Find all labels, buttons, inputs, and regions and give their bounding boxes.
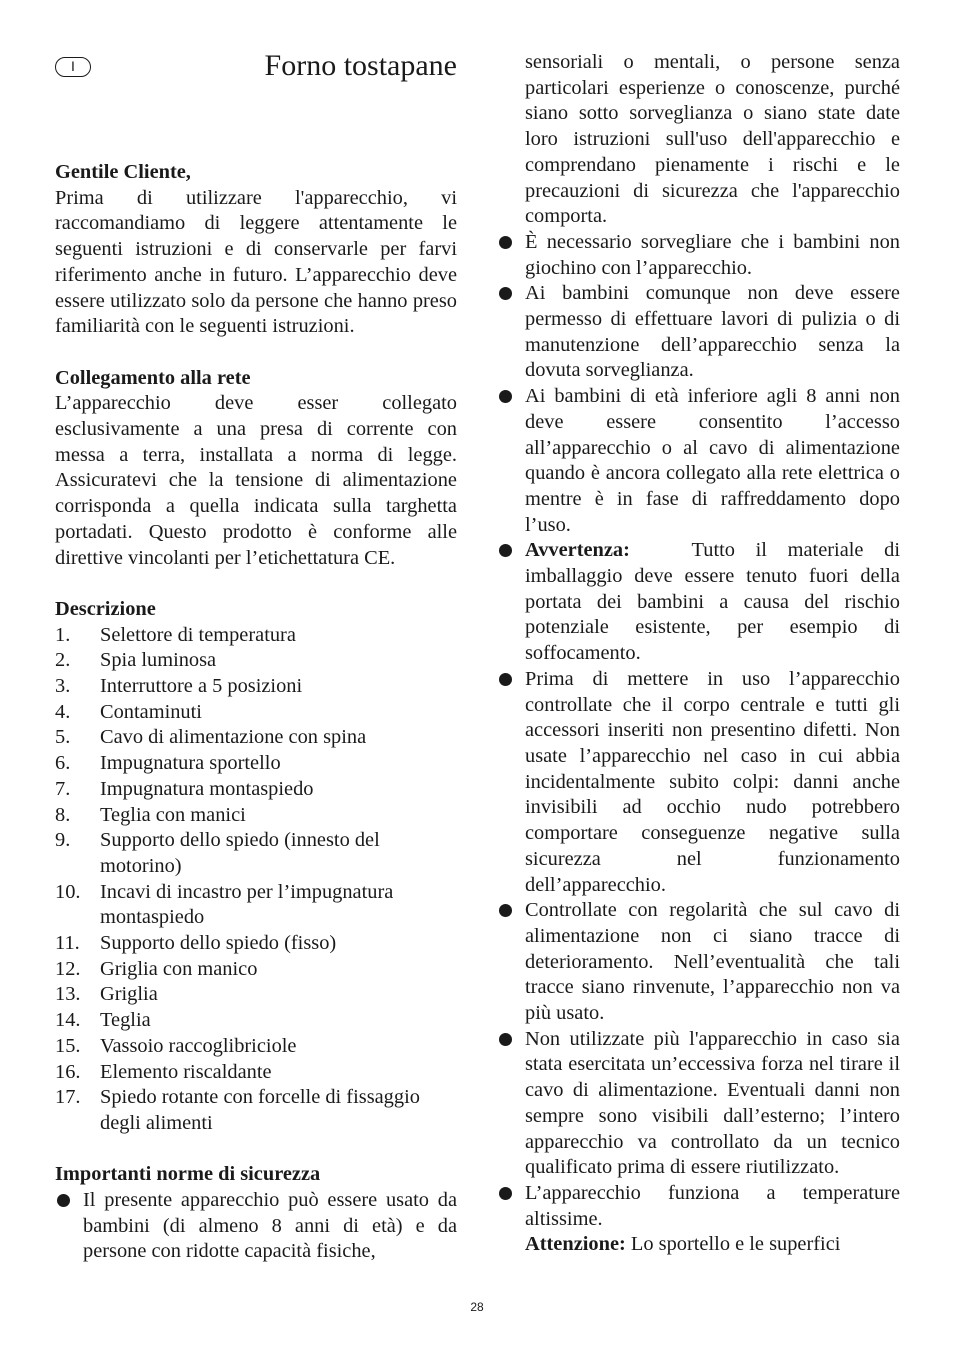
item-text: Interruttore a 5 posizioni: [100, 675, 303, 698]
item-number: 2.: [55, 649, 71, 672]
list-item: [55, 1060, 457, 1086]
safety-item-text: [525, 538, 900, 667]
item-text: Impugnatura sportello: [100, 752, 281, 775]
list-item: [55, 828, 457, 879]
item-text: Spia luminosa: [100, 649, 217, 672]
safety-item-text: L’apparecchio funziona a temperature altissime.: [525, 1181, 900, 1230]
item-text: Selettore di temperatura: [100, 623, 296, 646]
bullet-icon: [497, 667, 525, 898]
item-number: 7.: [55, 777, 71, 800]
item-text: Incavi di incastro per l’impugnatura montaspiedo: [100, 880, 394, 929]
item-number: 1.: [55, 623, 71, 646]
safety-item-warning: [497, 538, 900, 667]
intro-paragraph: Prima di utilizzare l'apparecchio, vi raccomandiamo di leggere attentamente le seguenti istruzioni e di conservarle per farvi riferimento anche in futuro. L’apparecchio deve essere utilizzato solo da persone che hanno preso familiarità con le seguenti istruzioni.: [55, 186, 457, 338]
list-item: [55, 725, 457, 751]
item-number: 9.: [55, 829, 71, 852]
bullet-icon: [497, 230, 525, 281]
list-item: [55, 648, 457, 674]
bullet-icon: [497, 538, 525, 667]
page-number: 28: [470, 1300, 484, 1314]
item-text: Spiedo rotante con forcelle di fissaggio degli alimenti: [100, 1086, 420, 1134]
safety-item: [497, 898, 900, 1027]
list-item: [55, 803, 457, 829]
item-text: Contaminuti: [100, 700, 202, 723]
safety-item: [55, 1188, 457, 1265]
bullet-icon: [55, 1188, 83, 1265]
item-number: 8.: [55, 803, 71, 826]
list-item: [55, 931, 457, 957]
item-number: 3.: [55, 675, 71, 698]
connection-paragraph: L’apparecchio deve esser collegato esclusivamente a una presa di corrente con messa a terra, installata a norma di legge. Assicuratevi che la tensione di alimentazione corrisponda a quella indicata sulla targhetta portadati. Questo prodotto è conforme alle direttive vincolanti per l’etichettatura CE.: [55, 392, 457, 569]
item-text: Griglia: [100, 983, 158, 1006]
left-column: [55, 160, 457, 1265]
safety-item-text: Controllate con regolarità che sul cavo di alimentazione non ci siano tracce di deterioramento. Nell’eventualità che tali tracce siano rinvenute, l’apparecchio non va più usato.: [525, 899, 900, 1025]
safety-item: [497, 667, 900, 898]
item-text: Supporto dello spiedo (fisso): [100, 932, 337, 955]
connection-heading: Collegamento alla rete: [55, 366, 251, 389]
item-text: Cavo di alimentazione con spina: [100, 726, 367, 749]
item-number: 15.: [55, 1034, 81, 1057]
item-text: Impugnatura montaspiedo: [100, 777, 314, 800]
list-item: [55, 700, 457, 726]
list-item: [55, 880, 457, 931]
safety-item-continuation: sensoriali o mentali, o persone senza particolari esperienze o conoscenze, purché siano sotto sorveglianza o siano state date loro istruzioni sull'uso dell'apparecchio e comprendano pienamente i rischi e le precauzioni di sicurezza che l'apparecchio comporta.: [525, 51, 900, 228]
list-item: [55, 982, 457, 1008]
bullet-icon: [497, 384, 525, 538]
item-number: 14.: [55, 1009, 81, 1032]
item-text: Elemento riscaldante: [100, 1060, 272, 1083]
list-item: [55, 623, 457, 649]
list-item: [55, 1008, 457, 1034]
item-number: 17.: [55, 1086, 81, 1109]
safety-item: [497, 230, 900, 281]
attention-text: Lo sportello e le superfici: [630, 1233, 841, 1256]
bullet-icon: [497, 1181, 525, 1232]
item-number: 5.: [55, 726, 71, 749]
safety-item: [497, 384, 900, 538]
list-item: [55, 1085, 457, 1136]
item-number: 11.: [55, 932, 80, 955]
list-item: [55, 674, 457, 700]
right-column: [497, 50, 900, 1258]
item-text: Griglia con manico: [100, 957, 258, 980]
safety-item: [497, 281, 900, 384]
list-item: [55, 1034, 457, 1060]
safety-item: [497, 1181, 900, 1232]
item-number: 4.: [55, 700, 71, 723]
intro-heading: Gentile Cliente,: [55, 161, 191, 183]
item-text: Teglia con manici: [100, 803, 246, 826]
safety-list: [497, 230, 900, 1232]
item-number: 16.: [55, 1060, 81, 1083]
safety-item-text: Prima di mettere in uso l’apparecchio controllate che il corpo centrale e tutti gli accessori inseriti non presentino difetti. Non usate l’apparecchio nel caso in cui abbia incidentalmente subito colpi: danni anche invisibili ad occhio nudo potrebbero comportare conseguenze negative sulla sicurezza nel funzionamento dell’apparecchio.: [525, 667, 900, 896]
safety-heading: Importanti norme di sicurezza: [55, 1163, 321, 1186]
item-text: Teglia: [100, 1009, 151, 1032]
bullet-icon: [497, 1027, 525, 1181]
language-badge: I: [55, 57, 91, 77]
attention-line: [497, 1232, 900, 1258]
warning-label: Avvertenza:: [525, 539, 630, 562]
safety-item-text: Ai bambini di età inferiore agli 8 anni non deve essere consentito l’accesso all’apparecchio o al cavo di alimentazione quando è ancora collegato alla rete elettrica o mentre è in fase di raffreddamento dopo l’uso.: [525, 385, 900, 536]
item-text: Supporto dello spiedo (innesto del motorino): [100, 829, 380, 877]
safety-item-text: Il presente apparecchio può essere usato da bambini (di almeno 8 anni di età) e da persone con ridotte capacità fisiche,: [83, 1189, 457, 1263]
description-heading: Descrizione: [55, 597, 156, 620]
safety-item-text: Ai bambini comunque non deve essere permesso di effettuare lavori di pulizia o di manutenzione dell’apparecchio senza la dovuta sorveglianza.: [525, 282, 900, 382]
warning-text: Tutto il materiale di imballaggio deve essere tenuto fuori della portata dei bambini a causa del rischio potenziale esistente, per esempio di soffocamento.: [525, 539, 900, 665]
bullet-icon: [497, 281, 525, 384]
item-number: 13.: [55, 983, 81, 1006]
safety-item-text: È necessario sorvegliare che i bambini non giochino con l’apparecchio.: [525, 230, 900, 279]
list-item: [55, 751, 457, 777]
description-list: [55, 623, 457, 1137]
list-item: [55, 777, 457, 803]
safety-item-text: Non utilizzate più l'apparecchio in caso sia stata esercitata un’eccessiva forza nel tirare il cavo di alimentazione. Eventuali danni non sempre sono visibili dall’esterno; l’intero apparecchio va controllato da un tecnico qualificato prima di essere riutilizzato.: [525, 1027, 900, 1179]
safety-item: [497, 1027, 900, 1181]
bullet-icon: [497, 898, 525, 1027]
page-title: Forno tostapane: [264, 49, 457, 82]
item-number: 12.: [55, 957, 81, 980]
list-item: [55, 957, 457, 983]
item-number: 10.: [55, 880, 81, 903]
item-text: Vassoio raccoglibriciole: [100, 1034, 297, 1057]
item-number: 6.: [55, 752, 71, 775]
attention-label: Attenzione:: [525, 1233, 626, 1256]
safety-list-start: [55, 1188, 457, 1265]
